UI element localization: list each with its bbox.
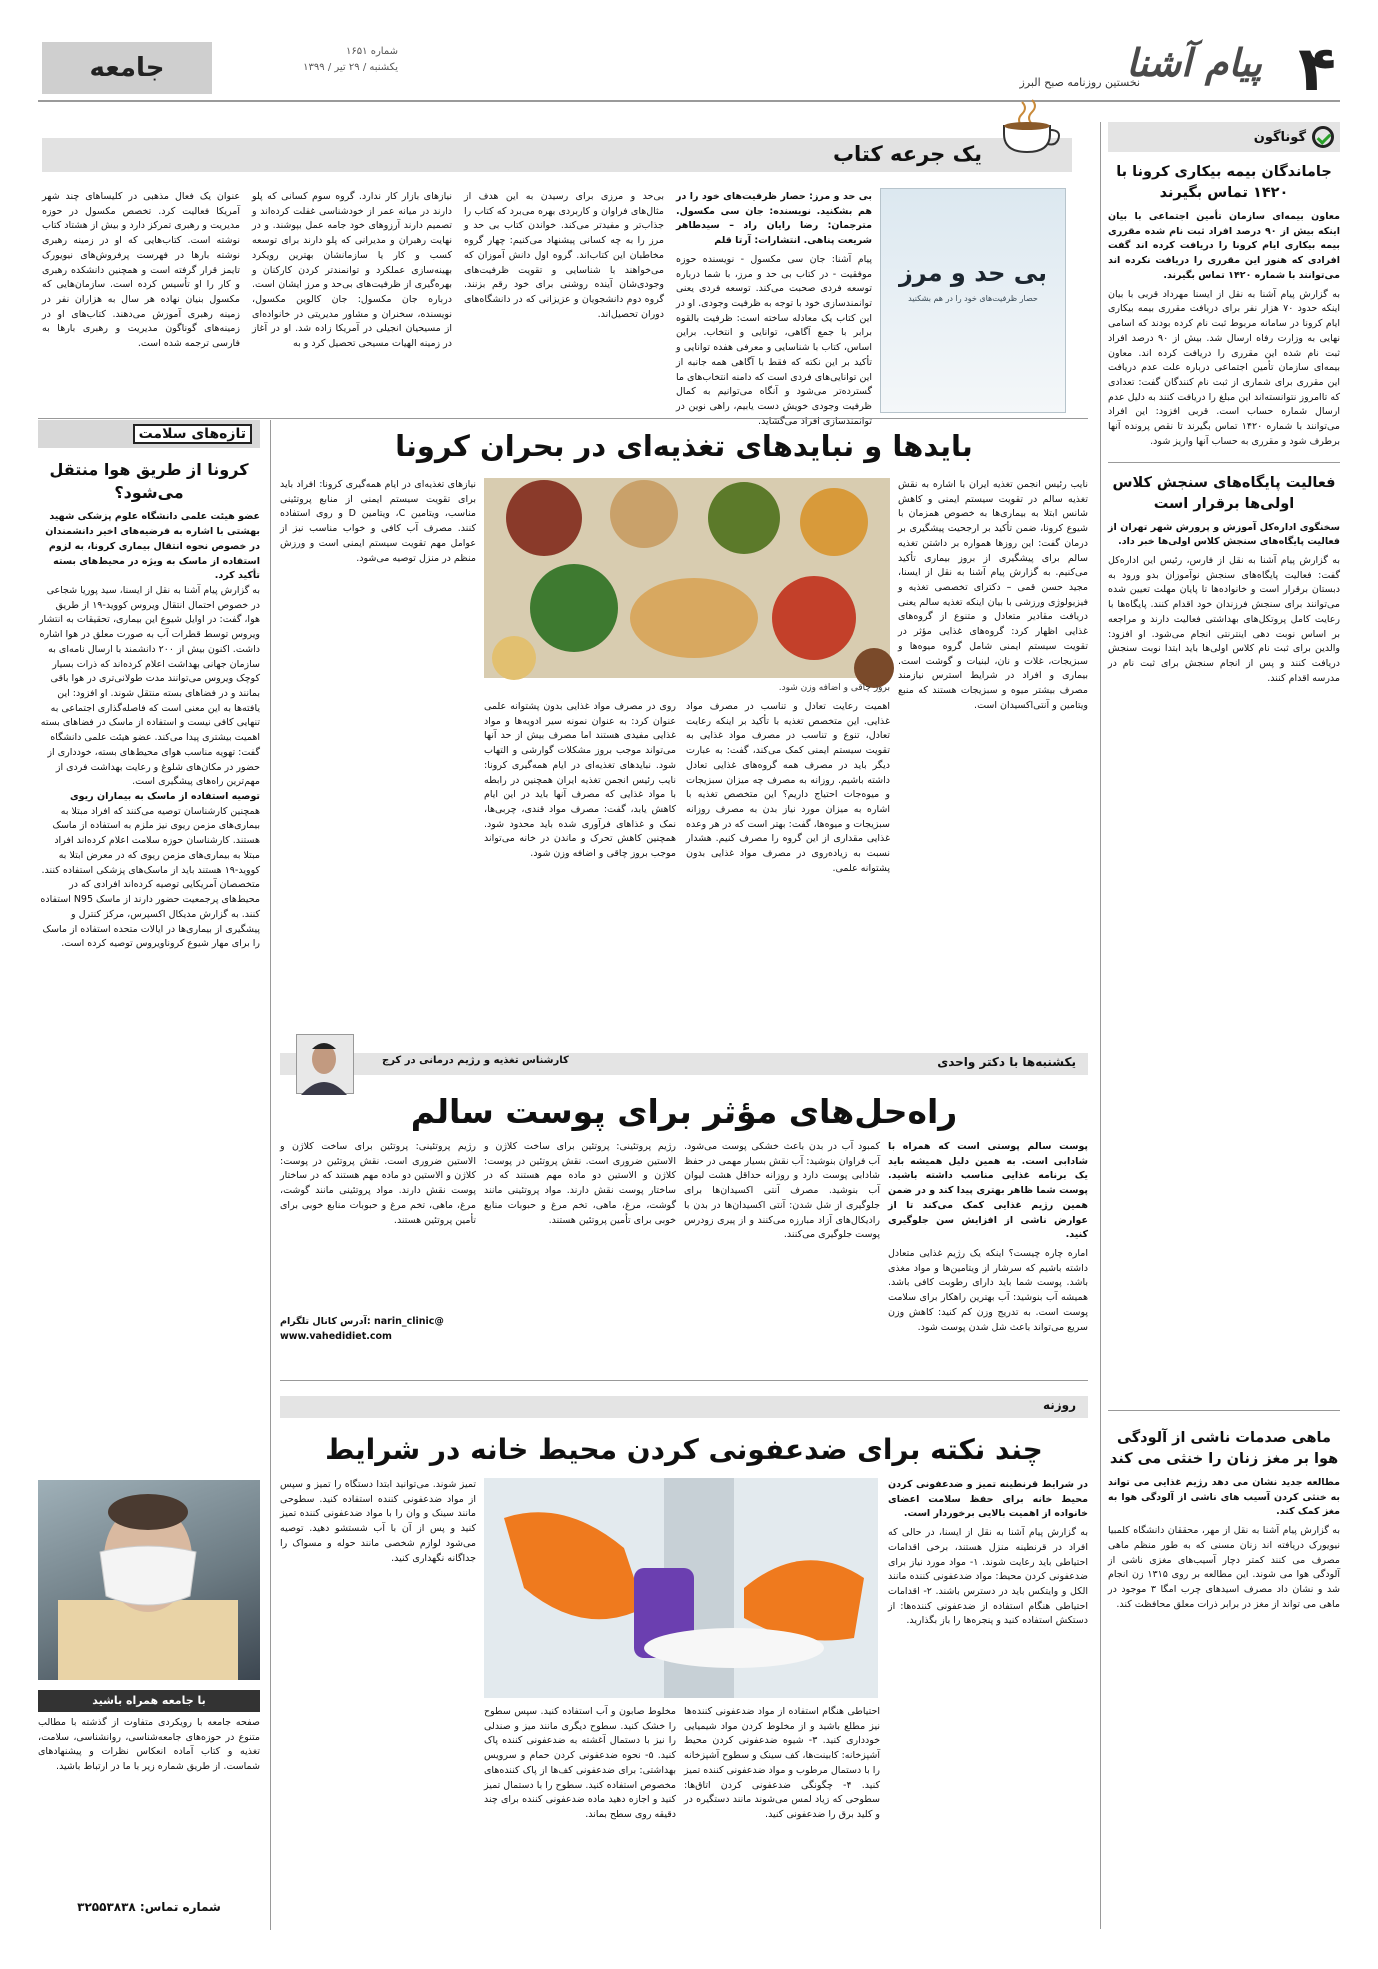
story-title: جاماندگان بیمه بیکاری کرونا با ۱۴۲۰ تماس بگیرند — [1116, 164, 1332, 202]
skin-text: رژیم پروتئینی: پروتئین برای ساخت کلاژن و الاستین ضروری است. نقش پروتئین در پوست: کلاژن و الاستین دو ماده مهم هستند که در ساختار پوست نقش دارند. مواد پروتئینی مانند گوشت، مرغ، ماهی، تخم مرغ و حبوبات منابع خوبی برای تأمین پروتئین هستند. — [280, 1141, 476, 1226]
healthy-food-photo — [484, 478, 890, 678]
story-title: فعالیت پایگاه‌های سنجش کلاس اولی‌ها برقرار است — [1112, 474, 1336, 512]
health-lead: عضو هیئت علمی دانشگاه علوم پزشکی شهید بهشتی با اشاره به فرضیه‌های اخیر دانشمندان در خصوص نحوه انتقال بیماری کرونا، به لزوم استفاده از ماسک به ویژه در محیط‌های بسته تأکید کرد. — [45, 511, 260, 582]
health-label: تازه‌های سلامت — [133, 424, 252, 444]
contact-phone: شماره تماس: ۳۲۵۵۳۸۳۸ — [77, 1900, 221, 1914]
book-text: پیام آشنا: جان سی مکسول - نویسنده حوزه موفقیت - در کتاب بی حد و مرز، با شما درباره توسعه فردی صحبت می‌کند. توسعه فردی یعنی توانمندسازی خود با توجه به ظرفیت وجودی. او در این کتاب یک معادله ساخته است: ظرفیت بالقوه برابر با جمع آگاهی، توانایی و انتخاب. براین اساس، کتاب با شناسایی و معرفی هفده توانایی و تأکید بر این نکته که فقط با آگاهی همه جانبه از این توانایی‌های فردی است که دامنه انتخاب‌های ما گسترده‌تر می‌شود و آنگاه می‌توانیم به کمال ظرفیت وجودی خویش دست یابیم، راهی نوین در توانمندسازی افراد می‌گشاید. — [676, 253, 872, 427]
skin-author: کارشناس تغذیه و رژیم درمانی در کرج — [382, 1055, 569, 1066]
disinfect-col-3 — [484, 1705, 676, 1928]
story-title: ماهی صدمات ناشی از آلودگی هوا بر مغز زنان را خنثی می کند — [1109, 1430, 1339, 1468]
section-label: جامعه — [42, 42, 212, 94]
nutrition-col-4 — [280, 478, 476, 1043]
health-body: به گزارش پیام آشنا به نقل از ایسنا، سید پوریا شجاعی در خصوص احتمال انتقال ویروس کووید-۱۹ از طریق هوا، گفت: در اوایل شیوع این بیماری، تحقیقات به انتشار ویروس توسط قطرات آب به صورت معلق در هوا اشاره داشت. اکنون بیش از ۲۰۰ دانشمند با ارسال نامه‌ای به سازمان جهانی بهداشت اعلام کرده‌اند که ذرات بسیار کوچک ویروس می‌توانند مدت طولانی‌تری در هوا باقی بمانند و در فضاهای بسته منتقل شوند. او افزود: این یافته‌ها به این معنی است که فاصله‌گذاری اجتماعی به تنهایی کافی نیست و استفاده از ماسک در فضاهای بسته اهمیت بیشتری پیدا می‌کند. عضو هیئت علمی دانشگاه گفت: تهویه مناسب هوای محیط‌های بسته، خودداری از حضور در مکان‌های شلوغ و رعایت بهداشت فردی از مهم‌ترین راه‌های پیشگیری است. — [38, 584, 260, 788]
page-number: ۴ — [1298, 32, 1336, 105]
column-rule — [1100, 122, 1101, 1929]
hamrah-text — [38, 1716, 260, 1896]
book-cover-subtitle: حصار ظرفیت‌های خود را در هم بشکنید — [908, 294, 1038, 303]
health-subhead: توصیه استفاده از ماسک به بیماران ریوی — [69, 791, 260, 803]
book-cover-title: بی حد و مرز — [898, 259, 1048, 287]
disinfect-lead: در شرایط قرنطینه تمیز و ضدعفونی کردن محیط خانه برای حفظ سلامت اعضای خانواده از اهمیت بالایی برخوردار است. — [888, 1479, 1088, 1520]
skin-title: راه‌حل‌های مؤثر برای پوست سالم — [410, 1092, 958, 1131]
newspaper-logo: پیام آشنا — [1126, 40, 1262, 85]
disinfect-col-2 — [684, 1705, 880, 1928]
divider — [38, 418, 1088, 419]
issue-info — [228, 44, 398, 76]
nutrition-text: اهمیت رعایت تعادل و تناسب در مصرف مواد غذایی. این متخصص تغذیه با تأکید بر اینکه رعایت تعادل، تنوع و تناسب در مصرف مواد غذایی به تقویت سیستم ایمنی کمک می‌کند، گفت: به عبارت دیگر باید در مصرف همه گروه‌های غذایی تعادل داشته باشیم. روزانه به مصرف چه میزان سبزیجات و میوه‌جات احتیاج داریم؟ این متخصص تغذیه با اشاره به میزان مورد نیاز بدن به مصرف روزانه سبزیجات و میوه‌ها، گفت: بهتر است که در هر وعده غذایی مقداری از این گروه را مصرف کنیم. هشدار نسبت به زیاده‌روی در مصرف مواد غذایی بدون پشتوانه علمی. — [686, 701, 890, 874]
book-band — [42, 138, 1072, 172]
disinfect-text: به گزارش پیام آشنا به نقل از ایسنا، در حالی که افراد در قرنطینه منزل هستند، برخی اقدامات احتیاطی باید رعایت شوند. ۱- مواد مورد نیاز برای ضدعفونی کردن محیط: مواد ضدعفونی کننده مانند الکل و وایتکس باید در دسترس باشند. ۲- اقدامات احتیاطی هنگام استفاده از ضدعفونی کننده‌ها: از دستکش استفاده کنید و پنجره‌ها را باز بگذارید. — [888, 1527, 1088, 1627]
skin-col-1 — [888, 1140, 1088, 1380]
book-text: نیازهای بازار کار ندارد. گروه سوم کسانی که پلو دارند در میانه عمر از خودشناسی غفلت کرده‌اند و تصمیم دارند آرزوهای خود جامه عمل بپوشند. و در نهایت رهبران و مدیرانی که پلو دارند برای توسعه کسب و کار یا سازمانشان بهترین رویکرد بهینه‌سازی عملکرد و توانمندتر کردن کارکنان و بهره‌گیری از ظرفیت‌های بی‌حد و مرز ایشان است. درباره جان مکسول: جان کالوین مکسول، نویسنده، سخنران و مشاور مدیریتی در خانواده‌ای از مسیحیان انجیلی در آمریکا زاده شد. او در آغاز در زمینه الهیات مسیحی تحصیل کرد و به — [252, 191, 452, 350]
disinfect-text: احتیاطی هنگام استفاده از مواد ضدعفونی کننده‌ها نیز مطلع باشید و از مخلوط کردن مواد شیمیایی خودداری کنید. ۳- شیوه ضدعفونی کردن محیط آشپزخانه: کابینت‌ها، کف سینک و سطوح آشپزخانه را با دستمال مرطوب و مواد ضدعفونی کننده تمیز کنید. ۴- چگونگی ضدعفونی کردن اتاق‌ها: سطوحی که زیاد لمس می‌شوند مانند دستگیره در و کلید برق را ضدعفونی کنید. — [684, 1706, 880, 1821]
skin-text: کمبود آب در بدن باعث خشکی پوست می‌شود. آب فراوان بنوشید: آب نقش بسیار مهمی در حفظ شادابی پوست دارد و روزانه حداقل هشت لیوان آب بنوشید. مصرف آنتی اکسیدان‌ها برای جلوگیری از شل شدن: آنتی اکسیدان‌ها در بدن با رادیکال‌های آزاد مبارزه می‌کنند و از پیری زودرس پوست جلوگیری می‌کنند. — [684, 1141, 880, 1241]
story-body: به گزارش پیام آشنا به نقل از ایسنا مهرداد قربی با بیان اینکه حدود ۷۰ هزار نفر برای دریافت مقرری بیمه بیکاری ایام کرونا در سامانه مربوط ثبت نام کرده بودند که اسامی نهایی به وزارت رفاه ارسال شد. بیش از ۹۰ درصد افراد ثبت نام شده این مقرری را دریافت کرده اند. معاون بیمه‌ای سازمان تأمین اجتماعی درباره علت عدم دریافت این مقرری برای شماری از ثبت نام کنندگان گفت: تعدادی که تاامروز نتوانسته‌اند این مبلغ را دریافت کنند به دلیل عدم ارسال شماره حساب است. قربی افزود: این افراد می‌توانند با شماره ۱۴۲۰ تماس بگیرند تا نقص پرونده آنها برطرف شود و مقرری به حساب آنها واریز شود. — [1108, 288, 1340, 447]
disinfect-text: تمیز شوند. می‌توانید ابتدا دستگاه را تمیز و سپس از مواد ضدعفونی کننده استفاده کنید. سطوحی مانند سینک و وان را با مواد ضدعفونی کننده تمیز کنید و پس از آن با آب شستشو دهید. توصیه می‌شود لوازم شخصی مانند حوله و مسواک را جداگانه نگهداری کنید. — [280, 1479, 476, 1564]
skin-col-4 — [280, 1140, 476, 1310]
column-rule — [270, 420, 271, 1930]
health-label-bar — [38, 420, 260, 448]
skin-col-2 — [684, 1140, 880, 1380]
story-lead: معاون بیمه‌ای سازمان تأمین اجتماعی با بیان اینکه بیش از ۹۰ درصد افراد ثبت نام شده مقرری بیمه بیکاری ایام کرونا را دریافت کرده اند گفت افرادی که هنوز این مقرری را دریافت نکرده اند می‌توانند با شماره ۱۴۲۰ تماس بگیرند. — [1108, 211, 1341, 281]
skin-contact — [280, 1315, 476, 1344]
author-photo — [296, 1034, 354, 1094]
story-lead: مطالعه جدید نشان می دهد رژیم غذایی می تواند به خنثی کردن آسیب های ناشی از آلودگی هوا به مغز کمک کند. — [1108, 1477, 1340, 1518]
coffee-cup-icon — [994, 98, 1064, 154]
book-text: عنوان یک فعال مذهبی در کلیساهای چند شهر آمریکا فعالیت کرد. تخصص مکسول در حوزه مدیریت و رهبری تمرکز دارد و بیش از هشتاد کتاب نوشته است. کتاب‌هایی که او در زمینه رهبری نوشته بارها در فهرست پرفروش‌های نیویورک تایمز قرار گرفته است و همچنین دانشکده رهبری و کار را او تأسیس کرده است. سازمان‌هایی که مکسول بنیان نهاده هر سال به هزاران نفر در زمینه رهبری آموزش می‌دهند. کتاب‌های او در زمینه‌های گوناگون مدیریت و رهبری بارها به فارسی ترجمه شده است. — [42, 191, 240, 350]
divider — [280, 1380, 1088, 1381]
story-body: به گزارش پیام آشنا به نقل از مهر، محققان دانشگاه کلمبیا نیویورک دریافته اند زنان مسنی که به طور منظم ماهی مصرف می کنند کمتر دچار آسیب‌های مغزی ناشی از آلودگی هوا می شوند. این مطالعه بر روی ۱۳۱۵ زن انجام شد و نشان داد مصرف اسیدهای چرب امگا ۳ موجود در ماهی می تواند از مغز در برابر ذرات معلق محافظت کند. — [1108, 1525, 1341, 1610]
skin-kicker-bar — [280, 1053, 1088, 1075]
story-lead: سخنگوی اداره‌کل آموزش و پرورش شهر تهران از فعالیت پایگاه‌های سنجش کلاس اولی‌ها خبر داد. — [1108, 521, 1340, 548]
nutrition-col-3 — [484, 700, 676, 1043]
skin-kicker: یکشنبه‌ها با دکتر واحدی — [937, 1055, 1076, 1069]
nutrition-col-1 — [898, 478, 1088, 1043]
skin-text: اماره چاره چیست؟ اینکه یک رژیم غذایی متعادل داشته باشیم که سرشار از ویتامین‌ها و مواد مغذی باشد. پوست شما باید دارای رطوبت کافی باشد. همیشه آب بنوشید: آب بهترین راهکار برای سلامت پوست است. به تدریج وزن کم کنید: کاهش وزن سریع می‌تواند باعث شل شدن پوست شود. — [888, 1248, 1088, 1333]
disinfect-title: چند نکته برای ضدعفونی کردن محیط خانه در شرایط — [325, 1433, 1043, 1466]
book-col-1 — [676, 190, 872, 427]
skin-text: رژیم پروتئینی: پروتئین برای ساخت کلاژن و الاستین ضروری است. نقش پروتئین در پوست: کلاژن و الاستین دو ماده مهم هستند که در ساختار پوست نقش دارند. مواد پروتئینی مانند گوشت، مرغ، ماهی، تخم مرغ و حبوبات منابع خوبی برای تأمین پروتئین هستند. — [484, 1141, 676, 1226]
health-body: همچنین کارشناسان توصیه می‌کنند که افراد مبتلا به بیماری‌های مزمن ریوی نیز ملزم به استفاده از ماسک هستند. کارشناسان حوزه سلامت اعلام کرده‌اند افراد مبتلا به بیماری‌های مزمن ریوی که در معرض ابتلا به کووید-۱۹ هستند باید از ماسک‌های پزشکی استفاده کنند. متخصصان آمریکایی توصیه کرده‌اند افرادی که در محیط‌های پرجمعیت حضور دارند از ماسک N95 استفاده کنند. به گزارش مدیکال اکسپرس، مرکز کنترل و پیشگیری از بیماری‌ها در ایالات متحده استفاده از ماسک را برای مهار شیوع کروناویروس توصیه کرده است. — [40, 805, 260, 950]
book-text: بی‌حد و مرزی برای رسیدن به این هدف از مثال‌های فراوان و کاربردی بهره می‌برد که کتاب را جذاب‌تر و مفیدتر می‌کند. خواندن کتاب بی حد و مرز را به چه کسانی پیشنهاد می‌کنیم: چهار گروه مخاطبان این کتاب‌اند. گروه اول دانش آموزان که می‌خواهند با شناسایی و تقویت ظرفیت‌های وجودی‌شان آینده روشنی برای خود رقم بزنند. گروه دوم دانشجویان و عزیزانی که در دانشگاه‌های دوران تحصیل‌اند. — [464, 191, 664, 320]
hamrah-banner: با جامعه همراه باشید — [38, 1690, 260, 1712]
story-body: به گزارش پیام آشنا به نقل از فارس، رئیس این اداره‌کل گفت: فعالیت پایگاه‌های سنجش نوآموزان بدو ورود به دبستان برقرار است و خانواده‌ها تا پایان مهلت تعیین شده می‌توانند برای سنجش فرزندان خود اقدام کنند. پایگاه‌ها با رعایت کامل پروتکل‌های بهداشتی فعالیت دارند و مراجعه بر اساس نوبت دهی اینترنتی انجام می‌شود. او افزود: والدین برای ثبت نام کلاس اولی‌ها باید ابتدا نوبت سنجش دریافت کنند و پس از انجام سنجش برای ثبت نام در مدرسه اقدام کنند. — [1108, 555, 1340, 684]
book-info: بی حد و مرز: حصار ظرفیت‌های خود را در هم بشکنید. نویسنده: جان سی مکسول. مترجمان: رضا رایان راد – سیدطاهر شریعت پناهی. انتشارات: آرتا قلم — [676, 191, 872, 247]
book-col-3 — [252, 190, 452, 415]
book-col-4 — [42, 190, 240, 415]
nutrition-photo-caption: بروز چاقی و اضافه وزن شود. — [778, 683, 890, 693]
issue-date: یکشنبه / ۲۹ تیر / ۱۳۹۹ — [303, 62, 398, 73]
sidebar-badge — [1108, 122, 1340, 152]
sidebar — [1108, 122, 1340, 1929]
nutrition-text: نایب رئیس انجمن تغذیه ایران با اشاره به نقش تغذیه سالم در تقویت سیستم ایمنی و کاهش شانس ابتلا به بیماری‌ها به خصوص همزمان با شیوع کرونا، ضمن تأکید بر ارجحیت پیشگیری بر درمان گفت: این روزها همواره بر داشتن تغذیه سالم برای پیشگیری از بروز بیماری تأکید می‌کنیم. به گزارش پیام آشنا به نقل از ایسنا، مجید حسن قمی – دکترای تخصصی تغذیه و فیزیولوژی ورزشی با بیان اینکه تغذیه سالم یعنی دریافت مقادیر متعادل و متنوع از گروه‌های غذایی اظهار کرد: گروه‌های غذایی مؤثر در تقویت سیستم ایمنی شامل گروه میوه‌ها و سبزیجات، غلات و نان، لبنیات و گوشت است. بیماری و افراد در شرایط استرس نیازمند مصرف بیشتر میوه و سبزیجات هستند که منبع ویتامین و آنتی‌اکسیدان است. — [898, 479, 1088, 711]
disinfect-col-1 — [888, 1478, 1088, 1928]
book-col-2 — [464, 190, 664, 415]
disinfect-kicker: روزنه — [280, 1396, 1088, 1418]
nutrition-text: روی در مصرف مواد غذایی بدون پشتوانه علمی عنوان کرد: به عنوان نمونه سیر ادویه‌ها و مواد غذایی مفیدی هستند اما مصرف بیش از حد آنها می‌تواند موجب بروز مشکلات گوارشی و التهاب شود. نبایدهای تغذیه‌ای در ایام همه‌گیری کرونا: نایب رئیس انجمن تغذیه ایران همچنین در رابطه با مواد غذایی که مصرف آنها باید در این ایام کاهش یابد، گفت: مصرف مواد قندی، چربی‌ها، نمک و غذاهای فرآوری شده باید محدود شود. همچنین کاهش تحرک و ماندن در خانه می‌تواند موجب بروز چاقی و اضافه وزن شود. — [484, 701, 676, 860]
issue-number: شماره ۱۶۵۱ — [346, 46, 398, 57]
nutrition-col-2 — [686, 700, 890, 1043]
cleaning-photo — [484, 1478, 878, 1698]
hamrah-body: صفحه جامعه با رویکردی متفاوت از گذشته با مطالب متنوع در حوزه‌های جامعه‌شناسی، روانشناسی، سلامت، تغذیه و کتاب آماده انعکاس نظرات و پیشنهادهای شماست. از طریق شماره زیر با ما در ارتباط باشید. — [38, 1717, 260, 1773]
badge-label: گوناگون — [1253, 129, 1306, 145]
nutrition-text: نیازهای تغذیه‌ای در ایام همه‌گیری کرونا: افراد باید برای تقویت سیستم ایمنی از منابع پروتئینی مناسب، ویتامین C، ویتامین D و روی استفاده کنند. مصرف آب کافی و خواب مناسب نیز از عوامل مهم تقویت سیستم ایمنی است و ورزش منظم در منزل توصیه می‌شود. — [280, 479, 476, 564]
masthead — [38, 32, 1340, 105]
nutrition-title: بایدها و نبایدهای تغذیه‌ای در بحران کرونا — [395, 429, 973, 463]
telegram-link[interactable]: آدرس کانال تلگرام: narin_clinic@ — [280, 1316, 444, 1327]
book-band-title: یک جرعه کتاب — [832, 142, 982, 166]
tagline: نخستین روزنامه صبح البرز — [1019, 76, 1140, 89]
skin-col-3 — [484, 1140, 676, 1380]
disinfect-text: مخلوط صابون و آب استفاده کنید. سپس سطوح را خشک کنید. سطوح دیگری مانند میز و صندلی را نیز با دستمال آغشته به ضدعفونی کننده پاک کنید. ۵- نحوه ضدعفونی کردن حمام و سرویس بهداشتی: برای ضدعفونی کف‌ها از پاک کننده‌های مخصوص استفاده کنید. سطوح را با دستمال تمیز کنید و اجازه دهید ماده ضدعفونی کننده برای چند دقیقه روی سطح بماند. — [484, 1706, 676, 1821]
book-cover-image — [880, 188, 1066, 413]
health-title: کرونا از طریق هوا منتقل می‌شود؟ — [49, 460, 249, 503]
skin-lead: پوست سالم پوستی است که همراه با شادابی است. به همین دلیل همیشه باید یک برنامه غذایی مناسب داشته باشید. پوست شما ظاهر بهتری پیدا کند و در ضمن همین رژیم غذایی کمک می‌کند تا از عوارض ناشی از افزایش سن جلوگیری کنید. — [888, 1141, 1088, 1241]
check-icon — [1312, 126, 1334, 148]
disinfect-col-4 — [280, 1478, 476, 1928]
mask-man-photo — [38, 1480, 260, 1680]
website-link[interactable]: www.vahedidiet.com — [280, 1330, 392, 1342]
